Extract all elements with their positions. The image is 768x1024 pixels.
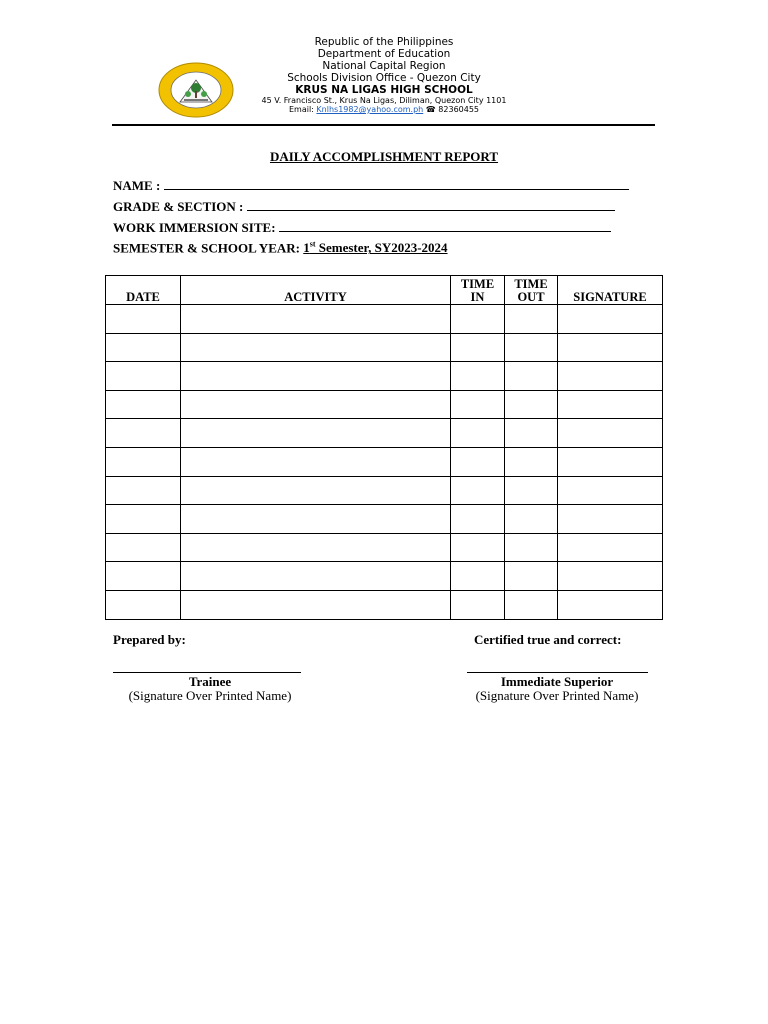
cell-date[interactable]: [106, 505, 181, 534]
grade-field: [113, 198, 615, 215]
cell-date[interactable]: [106, 533, 181, 562]
name-field: [113, 177, 629, 194]
accomplishment-table: [105, 275, 663, 620]
cell-signature[interactable]: [558, 305, 663, 334]
table-row: [106, 476, 663, 505]
header-department: Department of Education: [317, 48, 451, 60]
cell-time-in[interactable]: [451, 333, 505, 362]
cell-time-out[interactable]: [505, 419, 558, 448]
report-title: DAILY ACCOMPLISHMENT REPORT: [269, 149, 499, 164]
site-field: [113, 219, 611, 236]
cell-signature[interactable]: [558, 562, 663, 591]
cell-time-in[interactable]: [451, 505, 505, 534]
semester-value: 1st Semester, SY2023-2024: [303, 240, 448, 256]
cell-time-out[interactable]: [505, 590, 558, 619]
cell-signature[interactable]: [558, 362, 663, 391]
col-activity: ACTIVITY: [181, 276, 451, 305]
grade-label: GRADE & SECTION :: [113, 199, 244, 214]
cell-time-out[interactable]: [505, 447, 558, 476]
trainee-caption: (Signature Over Printed Name): [128, 688, 292, 703]
cell-time-out[interactable]: [505, 333, 558, 362]
superior-caption: (Signature Over Printed Name): [475, 688, 639, 703]
table-row: [106, 333, 663, 362]
cell-activity[interactable]: [181, 390, 451, 419]
cell-time-in[interactable]: [451, 590, 505, 619]
col-time-in: TIME IN: [451, 276, 505, 305]
cell-time-out[interactable]: [505, 505, 558, 534]
email-link[interactable]: Knlhs1982@yahoo.com.ph: [316, 105, 424, 114]
cell-time-out[interactable]: [505, 533, 558, 562]
semester-field: [113, 240, 448, 256]
cell-signature[interactable]: [558, 447, 663, 476]
cell-date[interactable]: [106, 305, 181, 334]
cell-time-in[interactable]: [451, 533, 505, 562]
cell-date[interactable]: [106, 590, 181, 619]
cell-date[interactable]: [106, 447, 181, 476]
cell-time-in[interactable]: [451, 476, 505, 505]
cell-activity[interactable]: [181, 333, 451, 362]
name-blank[interactable]: [164, 177, 629, 190]
cell-date[interactable]: [106, 333, 181, 362]
superior-role: Immediate Superior: [500, 674, 614, 689]
cell-signature[interactable]: [558, 476, 663, 505]
email-label: Email:: [288, 105, 314, 114]
cell-time-out[interactable]: [505, 476, 558, 505]
cell-date[interactable]: [106, 562, 181, 591]
cell-activity[interactable]: [181, 505, 451, 534]
col-time-out: TIME OUT: [505, 276, 558, 305]
header-divider: [112, 124, 655, 126]
cell-date[interactable]: [106, 362, 181, 391]
site-label: WORK IMMERSION SITE:: [113, 220, 276, 235]
trainee-role: Trainee: [188, 674, 232, 689]
phone-icon: ☎: [425, 105, 436, 114]
table-row: [106, 305, 663, 334]
header-division: Schools Division Office - Quezon City: [287, 72, 481, 84]
cell-activity[interactable]: [181, 362, 451, 391]
table-row: [106, 505, 663, 534]
cell-time-in[interactable]: [451, 447, 505, 476]
table-row: [106, 362, 663, 391]
table-row: [106, 419, 663, 448]
table-row: [106, 447, 663, 476]
cell-activity[interactable]: [181, 447, 451, 476]
prepared-by-label: Prepared by:: [113, 632, 186, 647]
header-region: National Capital Region: [322, 60, 446, 72]
col-date: DATE: [106, 276, 181, 305]
col-signature: SIGNATURE: [558, 276, 663, 305]
phone-number: 82360455: [438, 105, 480, 114]
trainee-signature-line[interactable]: [113, 672, 301, 673]
cell-time-in[interactable]: [451, 390, 505, 419]
cell-activity[interactable]: [181, 562, 451, 591]
grade-blank[interactable]: [247, 198, 615, 211]
cell-time-out[interactable]: [505, 562, 558, 591]
header-address: 45 V. Francisco St., Krus Na Ligas, Diliman, Quezon City 1101: [261, 96, 507, 105]
cell-activity[interactable]: [181, 476, 451, 505]
table-row: [106, 590, 663, 619]
cell-time-in[interactable]: [451, 305, 505, 334]
cell-time-in[interactable]: [451, 362, 505, 391]
table-header-row: [106, 276, 663, 305]
cell-activity[interactable]: [181, 533, 451, 562]
cell-signature[interactable]: [558, 333, 663, 362]
cell-time-out[interactable]: [505, 390, 558, 419]
cell-date[interactable]: [106, 419, 181, 448]
table-row: [106, 533, 663, 562]
certified-label: Certified true and correct:: [474, 632, 622, 647]
cell-signature[interactable]: [558, 390, 663, 419]
cell-time-in[interactable]: [451, 562, 505, 591]
site-blank[interactable]: [279, 219, 611, 232]
cell-signature[interactable]: [558, 590, 663, 619]
header-contact: [0, 105, 768, 115]
cell-time-in[interactable]: [451, 419, 505, 448]
cell-date[interactable]: [106, 390, 181, 419]
cell-signature[interactable]: [558, 505, 663, 534]
header-republic: Republic of the Philippines: [314, 36, 454, 48]
cell-time-out[interactable]: [505, 305, 558, 334]
name-label: NAME :: [113, 178, 161, 193]
table-row: [106, 562, 663, 591]
cell-activity[interactable]: [181, 590, 451, 619]
cell-signature[interactable]: [558, 533, 663, 562]
cell-date[interactable]: [106, 476, 181, 505]
cell-signature[interactable]: [558, 419, 663, 448]
header-school-name: KRUS NA LIGAS HIGH SCHOOL: [295, 84, 473, 96]
table-row: [106, 390, 663, 419]
superior-signature-line[interactable]: [467, 672, 648, 673]
cell-activity[interactable]: [181, 305, 451, 334]
cell-activity[interactable]: [181, 419, 451, 448]
cell-time-out[interactable]: [505, 362, 558, 391]
semester-label: SEMESTER & SCHOOL YEAR:: [113, 240, 300, 256]
